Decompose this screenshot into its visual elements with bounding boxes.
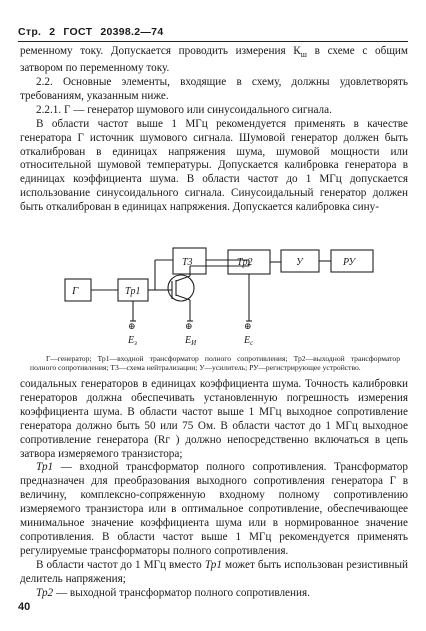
ec-label: $E_с$ bbox=[244, 335, 254, 347]
generator-label: Г bbox=[72, 285, 79, 297]
t3-label: T3 bbox=[182, 257, 193, 268]
paragraph-tr2: Тр2 — выходной трансформатор полного сопротивления. bbox=[36, 586, 310, 599]
paragraph-generator: В области частот выше 1 МГц рекомендуется применять в качестве генератора Г источник шумового сигнала. Шумовой генератор должен быть откалиброван в единицах напряжения шума, шумовой мощности или относительной шумовой температуры. Допускается калибровка генератора в единицах коэффициента шума. В области частот до 1 МГц допускается использование синусоидального сигнала. Синусоидальный генератор должен быть откалиброван в единицах напряжения. Допускается калибровка сину- bbox=[20, 117, 408, 214]
figure-caption: Г—генератор; Тр1—входной трансформатор полного сопротивления; Тр2—выходной трансформатор полного сопротивления; Т3—схема нейтрализации; У—усилитель; РУ—регистрирующее устройство. bbox=[30, 354, 400, 373]
ei-label: $E_И$ bbox=[185, 335, 197, 347]
amplifier-label: У bbox=[296, 257, 303, 268]
paragraph-calibration: соидальных генераторов в единицах коэффициента шума. Точность калибровки генераторов должна обеспечивать установленную погрешность измерения коэффициента шума. В области частот выше 1 МГц выходное сопротивление генератора должно быть 50 или 75 Ом. В области частот до 1 МГц выходное сопротивление генератора (Rг ) должно непосредственно включаться в цепь затвора измеряемого транзистора; bbox=[20, 378, 408, 460]
paragraph-tr1: Тр1 — входной трансформатор полного сопротивления. Трансформатор предназначен для преобразования выходного сопротивления генератора Г в величину, комплексно-сопряженную входному полному сопротивлению измеряемого транзистора или в оптимальное сопротивление, обеспечивающее минимальное значение коэффициента шума или в нормированное значение сопротивления. В области частот выше 1 МГц рекомендуется применять регулируемые трансформаторы полного сопротивления. bbox=[20, 461, 408, 557]
ez-label: $E_з$ bbox=[128, 335, 137, 347]
ground-ec: ⊕ bbox=[244, 321, 252, 331]
paragraph-1: ременному току. Допускается проводить измерения $К_ш$ в схеме с общим затвором по переменному току. bbox=[20, 45, 408, 75]
tr2-label: Tp2 bbox=[237, 257, 253, 268]
page-number: 40 bbox=[18, 601, 31, 613]
paragraph-2-2: 2.2. Основные элементы, входящие в схему, должны удовлетворять требованиям, указанным ниже. bbox=[20, 76, 408, 102]
standard-code: 20398.2—74 bbox=[100, 26, 164, 38]
ground-ez: ⊕ bbox=[128, 321, 136, 331]
ground-ei: ⊕ bbox=[185, 321, 193, 331]
tr1-label: Tp1 bbox=[125, 286, 141, 297]
text-bottom bbox=[20, 378, 408, 601]
recorder-label: РУ bbox=[343, 257, 356, 268]
paragraph-divider: В области частот до 1 МГц вместо Тр1 может быть использован резистивный делитель напряжения; bbox=[20, 558, 408, 585]
standard-label: ГОСТ bbox=[63, 26, 93, 38]
page-label: Стр. bbox=[18, 26, 42, 38]
paragraph-2-2-1: 2.2.1. Г — генератор шумового или синусоидального сигнала. bbox=[36, 103, 332, 116]
page-number-top: 2 bbox=[49, 26, 56, 38]
